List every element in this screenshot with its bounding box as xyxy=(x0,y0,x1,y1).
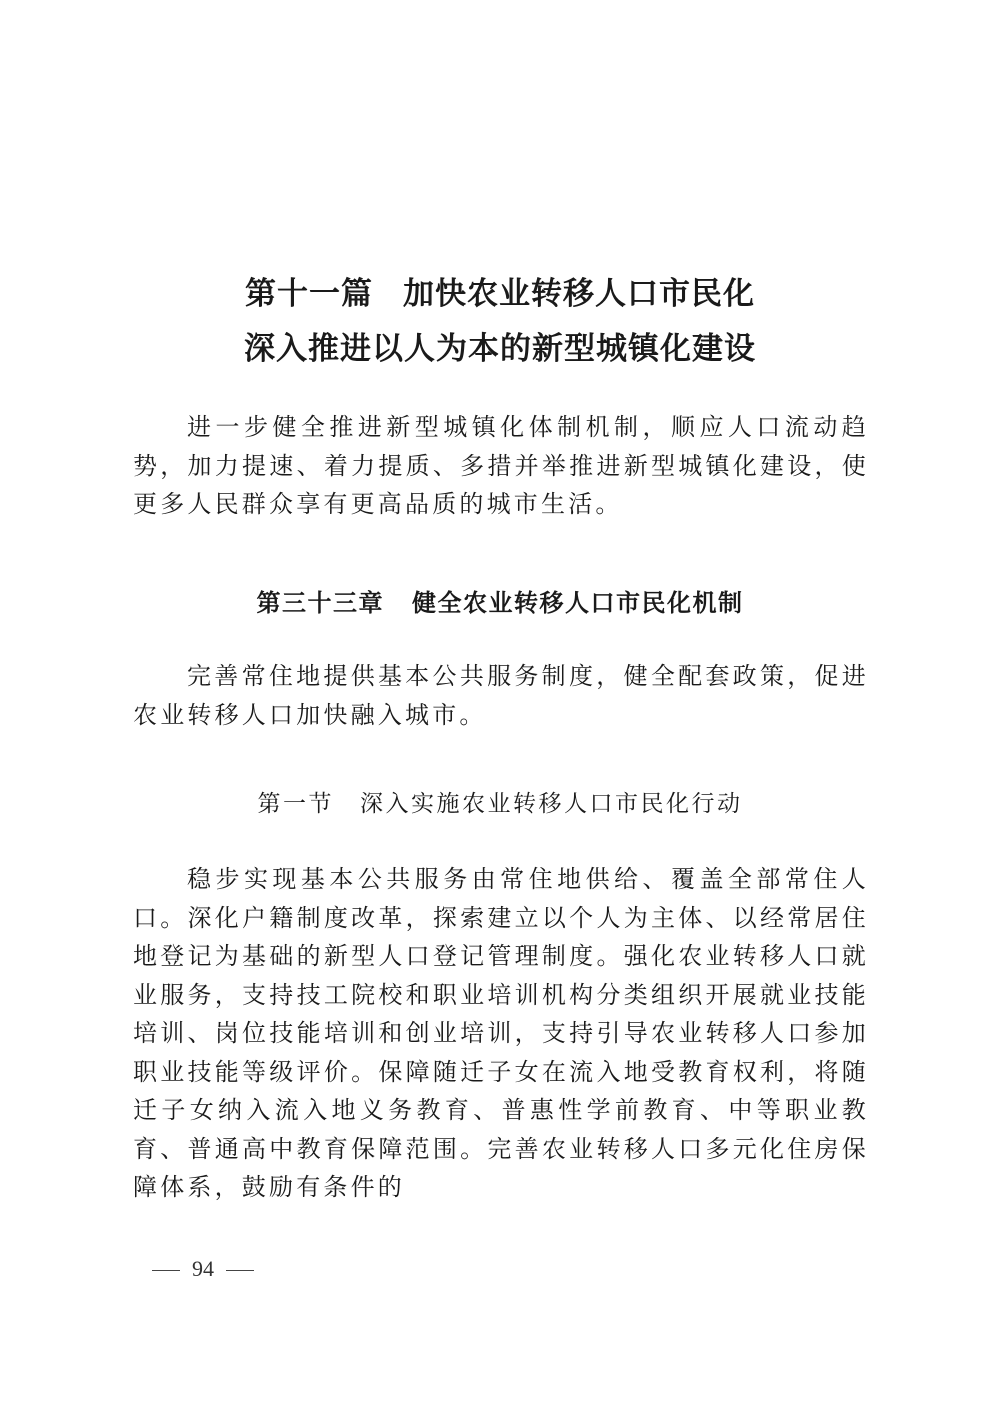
section-title: 深入实施农业转移人口市民化行动 xyxy=(360,791,743,817)
part-title-line1 xyxy=(0,276,1000,312)
page-footer xyxy=(140,1254,266,1284)
part-title-text-1: 加快农业转移人口市民化 xyxy=(403,276,755,312)
section-body-paragraph: 稳步实现基本公共服务由常住地供给、覆盖全部常住人口。深化户籍制度改革，探索建立以个人为主体、以经常居住地登记为基础的新型人口登记管理制度。强化农业转移人口就业服务，支持技工院校和职业培训机构分类组织开展就业技能培训、岗位技能培训和创业培训，支持引导农业转移人口参加职业技能等级评价。保障随迁子女在流入地受教育权利，将随迁子女纳入流入地义务教育、普惠性学前教育、中等职业教育、普通高中教育保障范围。完善农业转移人口多元化住房保障体系，鼓励有条件的 xyxy=(133,865,869,1201)
dash-left xyxy=(152,1270,180,1271)
chapter-title: 健全农业转移人口市民化机制 xyxy=(412,589,744,617)
chapter-label: 第三十三章 xyxy=(256,589,384,617)
page-number: 94 xyxy=(192,1256,214,1281)
section-heading xyxy=(0,789,1000,819)
dash-right xyxy=(226,1270,254,1271)
part-intro-paragraph: 进一步健全推进新型城镇化体制机制，顺应人口流动趋势，加力提速、着力提质、多措并举推进新型城镇化建设，使更多人民群众享有更高品质的城市生活。 xyxy=(133,413,869,518)
part-label: 第十一篇 xyxy=(245,276,373,312)
chapter-heading xyxy=(0,588,1000,618)
section-label: 第一节 xyxy=(257,791,334,817)
part-title-line2: 深入推进以人为本的新型城镇化建设 xyxy=(244,331,756,367)
chapter-intro-paragraph: 完善常住地提供基本公共服务制度，健全配套政策，促进农业转移人口加快融入城市。 xyxy=(133,662,869,729)
